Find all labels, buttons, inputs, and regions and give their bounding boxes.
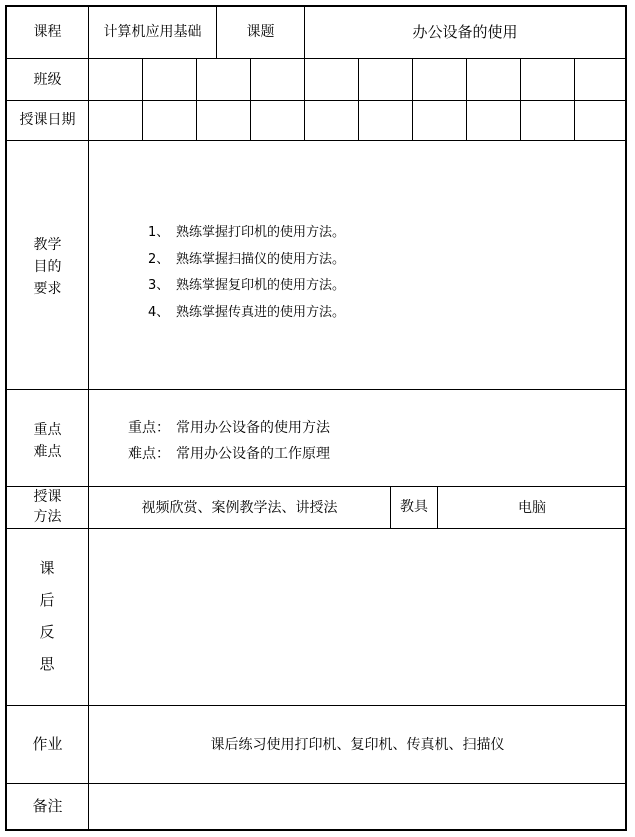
- method-value: 视频欣赏、案例教学法、讲授法: [141, 500, 338, 516]
- key-points-label-line: 重点: [33, 422, 62, 438]
- label-column-divider: [88, 5, 89, 831]
- grid-divider: [412, 58, 413, 140]
- reflection-label-char: 反: [39, 623, 55, 641]
- grid-divider: [574, 58, 575, 140]
- tools-value: 电脑: [518, 500, 546, 516]
- objective-number: 3、: [148, 278, 170, 293]
- homework-value: 课后练习使用打印机、复印机、传真机、扫描仪: [210, 737, 505, 753]
- grid-divider: [466, 58, 467, 140]
- reflection-label-char: 后: [39, 591, 55, 609]
- objective-text: 熟练掌握扫描仪的使用方法。: [176, 251, 346, 267]
- row-divider: [5, 528, 627, 529]
- list-item: [148, 300, 345, 327]
- remarks-label: 备注: [32, 797, 63, 815]
- grid-divider: [304, 58, 305, 140]
- tools-label: 教具: [400, 499, 428, 515]
- grid-divider: [142, 58, 143, 140]
- method-label-line: 授课: [33, 489, 62, 505]
- row-divider: [5, 705, 627, 706]
- homework-label: 作业: [32, 735, 63, 753]
- grid-divider: [196, 58, 197, 140]
- reflection-label-char: 思: [39, 655, 55, 673]
- list-item: [148, 220, 345, 247]
- objective-text: 熟练掌握传真进的使用方法。: [176, 304, 346, 320]
- date-label: 授课日期: [19, 112, 76, 128]
- lesson-plan-table: [5, 5, 627, 831]
- objectives-label-line: 要求: [33, 281, 62, 297]
- topic-value: 办公设备的使用: [412, 23, 518, 41]
- objective-number: 4、: [148, 304, 170, 320]
- difficult-point-label: 难点：: [128, 446, 170, 462]
- key-point-label: 重点：: [128, 420, 170, 436]
- objective-text: 熟练掌握打印机的使用方法。: [176, 225, 346, 240]
- objective-number: 1、: [148, 225, 170, 240]
- row-divider: [5, 486, 627, 487]
- row-divider: [5, 783, 627, 784]
- row-divider: [5, 389, 627, 390]
- key-points-label-line: 难点: [33, 444, 62, 460]
- course-value: 计算机应用基础: [103, 24, 202, 40]
- row-divider: [5, 100, 627, 101]
- row-divider: [5, 58, 627, 59]
- row-divider: [5, 140, 627, 141]
- grid-divider: [250, 58, 251, 140]
- difficult-point-value: 常用办公设备的工作原理: [176, 446, 330, 462]
- objective-text: 熟练掌握复印机的使用方法。: [176, 278, 346, 293]
- objectives-label-line: 目的: [33, 259, 62, 275]
- reflection-label-char: 课: [39, 559, 55, 577]
- key-point-value: 常用办公设备的使用方法: [176, 420, 330, 436]
- reflection-label: [37, 552, 57, 680]
- method-label-line: 方法: [33, 509, 62, 525]
- grid-divider: [358, 58, 359, 140]
- class-label: 班级: [33, 72, 62, 88]
- course-label: 课程: [33, 24, 62, 40]
- objective-number: 2、: [148, 251, 170, 267]
- objectives-label-line: 教学: [33, 237, 62, 253]
- objectives-list: [148, 220, 345, 326]
- grid-divider: [520, 58, 521, 140]
- topic-label: 课题: [246, 24, 275, 40]
- list-item: [148, 273, 345, 300]
- list-item: [148, 247, 345, 274]
